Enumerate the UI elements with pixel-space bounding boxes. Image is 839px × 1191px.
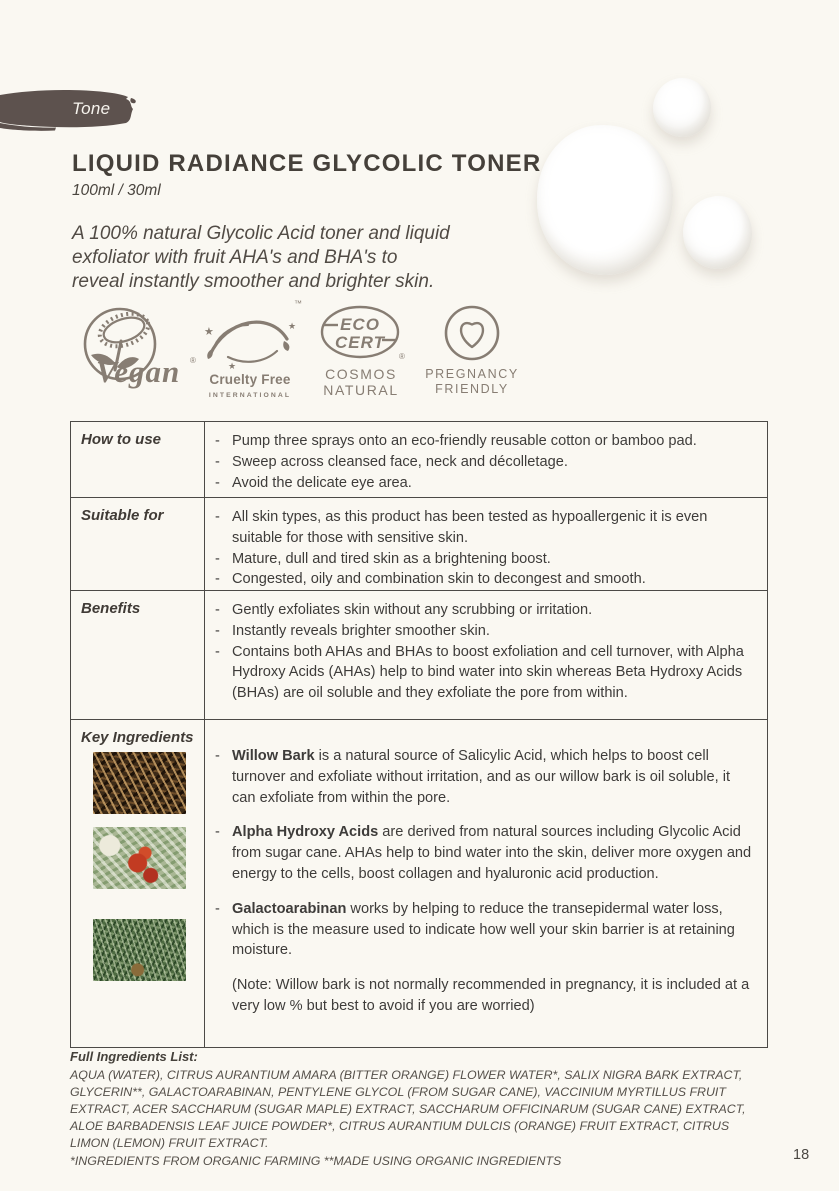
row-label: Suitable for (71, 498, 205, 590)
ecocert-oval-icon (315, 305, 407, 363)
page-number: 18 (793, 1147, 810, 1163)
willow-bark-photo (93, 752, 186, 814)
pregnancy-friendly-logo (424, 305, 520, 399)
vegan-label: Vegan (96, 354, 181, 389)
ingredient-item: - Willow Bark is a natural source of Salicylic Acid, which helps to boost cell turnover and exfoliate without irritation, and as our willow bark is oil soluble, it can exfoliate from within the pore. (215, 746, 753, 808)
pregnancy-note: (Note: Willow bark is not normally recommended in pregnancy, it is included at a very low % but best to avoid if you are worried) (232, 977, 750, 1014)
cosmos-label: COSMOS (325, 366, 397, 382)
cruelty-free-label: Cruelty Free (209, 372, 291, 387)
product-info-table (70, 421, 768, 1048)
bullet-item: - Pump three sprays onto an eco-friendly reusable cotton or bamboo pad. (215, 431, 753, 452)
full-ingredients-label: Full Ingredients List: (70, 1049, 198, 1064)
ingredient-item: - Alpha Hydroxy Acids are derived from natural sources including Glycolic Acid from sugar cane. AHAs help to bind water into the skin, deliver more oxygen and energy to the cells, boost collagen and hyaluronic acid production. (215, 822, 753, 884)
ecocert-logo (315, 305, 407, 399)
cruelty-free-sublabel: INTERNATIONAL (208, 392, 292, 399)
table-row-key-ingredients (71, 719, 767, 1047)
tone-tab (0, 86, 142, 136)
product-description (72, 222, 450, 294)
vegan-registered-mark: ® (190, 356, 196, 365)
cruelty-free-logo (200, 299, 302, 399)
organic-footnote: *INGREDIENTS FROM ORGANIC FARMING **MADE USING ORGANIC INGREDIENTS (70, 1154, 562, 1168)
description-line: exfoliator with fruit AHA's and BHA's to (72, 247, 398, 268)
red-berries-photo (93, 827, 186, 889)
table-row-suitable-for (71, 497, 767, 590)
table-row-benefits (71, 590, 767, 719)
product-sizes: 100ml / 30ml (72, 182, 161, 199)
bullet-item: - Gently exfoliates skin without any scrubbing or irritation. (215, 600, 753, 621)
table-row-how-to-use (71, 422, 767, 497)
bullet-item: - Sweep across cleansed face, neck and décolletage. (215, 452, 753, 473)
row-label: How to use (71, 422, 205, 497)
star-glyph: ★ (204, 326, 214, 338)
friendly-label: FRIENDLY (435, 382, 509, 396)
product-drop-small-top (653, 78, 711, 137)
product-drop-small-bottom (683, 196, 752, 269)
bullet-item: - All skin types, as this product has been tested as hypoallergenic it is even suitable for those with sensitive skin. (215, 507, 753, 549)
row-label: Key Ingredients (81, 729, 194, 746)
bullet-item: - Instantly reveals brighter smoother skin. (215, 621, 753, 642)
product-drop-large (537, 125, 673, 275)
full-ingredients-section (70, 1049, 767, 1170)
row-content (205, 591, 767, 719)
ecocert-registered-mark: ® (399, 352, 405, 361)
natural-label: NATURAL (323, 382, 399, 398)
trademark-symbol: ™ (294, 299, 302, 308)
description-line: reveal instantly smoother and brighter skin. (72, 271, 435, 292)
row-content (205, 720, 767, 1047)
bullet-item: - Mature, dull and tired skin as a brightening boost. (215, 549, 753, 570)
heart-circle-icon (424, 305, 520, 363)
bullet-item: - Congested, oily and combination skin to decongest and smooth. (215, 569, 753, 590)
bullet-item: - Avoid the delicate eye area. (215, 473, 753, 494)
row-label-with-photos (71, 720, 205, 1047)
star-glyph: ★ (228, 361, 237, 371)
ingredient-item: - Galactoarabinan works by helping to reduce the transepidermal water loss, which is the measure used to indicate how well your skin barrier is at retaining moisture. (215, 899, 753, 961)
row-content (205, 498, 767, 590)
description-line: A 100% natural Glycolic Acid toner and liquid (72, 223, 450, 244)
row-content (205, 422, 767, 497)
leaping-bunny-icon (200, 303, 300, 371)
star-glyph: ★ (288, 321, 297, 331)
full-ingredients-text: AQUA (WATER), CITRUS AURANTIUM AMARA (BITTER ORANGE) FLOWER WATER*, SALIX NIGRA BARK EXTRACT, GLYCERIN**, GALACTOARABINAN, PENTYLENE GLYCOL (FROM SUGAR CANE), VACCINIUM MYRTILLUS FRUIT EXTRACT, ACER SACCHARUM (SUGAR MAPLE) EXTRACT, SACCHARUM OFFICINARUM (SUGAR CANE) EXTRACT, ALOE BARBADENSIS LEAF JUICE POWDER*, CITRUS AURANTIUM DULCIS (ORANGE) FRUIT EXTRACT, CITRUS LIMON (LEMON) FRUIT EXTRACT. (70, 1068, 746, 1150)
ecocert-word-eco: ECO (340, 315, 380, 334)
tone-tab-label: Tone (72, 99, 111, 118)
pregnancy-label: PREGNANCY (425, 367, 519, 381)
row-label: Benefits (71, 591, 205, 719)
brush-stroke-icon (0, 86, 142, 136)
vegan-logo (72, 306, 194, 400)
page-title: LIQUID RADIANCE GLYCOLIC TONER (72, 150, 542, 177)
ecocert-word-cert: CERT (335, 333, 385, 352)
pine-needles-photo (93, 919, 186, 981)
bullet-item: - Contains both AHAs and BHAs to boost exfoliation and cell turnover, with Alpha Hydroxy Acids (AHAs) help to bind water into skin whereas Beta Hydroxy Acids (BHAs) are oil soluble and they exfoliate the pore from within. (215, 642, 753, 704)
ingredient-photos (81, 752, 196, 981)
